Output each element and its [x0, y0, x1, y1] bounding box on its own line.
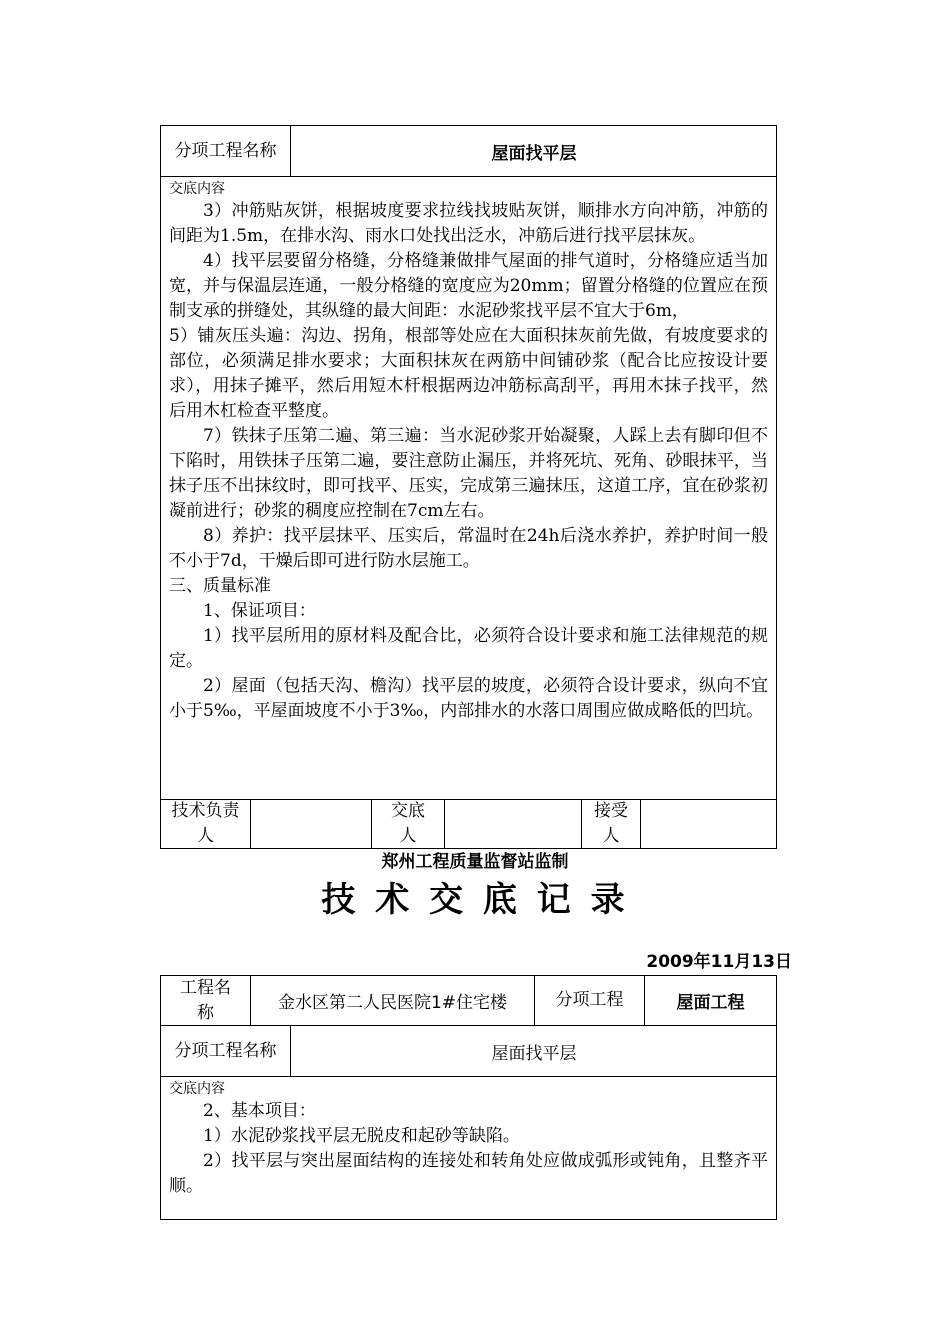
- content-paragraph: 2、基本项目：: [203, 1101, 316, 1121]
- content-paragraph: 2）屋面（包括天沟、檐沟）找平层的坡度，必须符合设计要求，纵向不宜小于5‰，平屋面坡度不小于3‰，内部排水的水落口周围应做成略低的凹坑。: [169, 676, 768, 721]
- document-title: 技 术 交 底 记 录: [321, 880, 629, 920]
- subproject-label: 分项工程: [535, 976, 645, 1025]
- subproject-value: 屋面工程: [676, 993, 745, 1013]
- discloser-value[interactable]: [445, 800, 582, 848]
- document-date: 2009年11月13日: [646, 952, 792, 972]
- content-paragraph: 5）铺灰压头遍：沟边、拐角，根部等处应在大面积抹灰前先做，有坡度要求的部位，必须满足排水要求；大面积抹灰在两筋中间铺砂浆（配合比应按设计要求），用抹子摊平，然后用短木杆根据两边冲筋标高刮平，再用木抹子找平，然后用木杠检查平整度。: [169, 326, 768, 421]
- content-paragraph: 4）找平层要留分格缝，分格缝兼做排气屋面的排气道时，分格缝应适当加宽，并与保温层连通，一般分格缝的宽度应为20mm；留置分格缝的位置应在预制支承的拼缝处，其纵缝的最大间距：水泥砂浆找平层不宜大于6m，: [169, 251, 768, 321]
- tech-lead-value[interactable]: [251, 800, 372, 848]
- content-paragraph: 2）找平层与突出屋面结构的连接处和转角处应做成弧形或钝角，且整齐平顺。: [169, 1151, 768, 1196]
- content-paragraph: 7）铁抹子压第二遍、第三遍：当水泥砂浆开始凝聚，人踩上去有脚印但不下陷时，用铁抹子压第二遍，要注意防止漏压，并将死坑、死角、砂眼抹平，当抹子压不出抹纹时，即可找平、压实，完成第三遍抹压，这道工序，宜在砂浆初凝前进行；砂浆的稠度应控制在7cm左右。: [169, 426, 768, 521]
- project-name-label: 工程名称: [161, 976, 251, 1025]
- project-name-value: 金水区第二人民医院1#住宅楼: [251, 976, 535, 1025]
- content-paragraphs: [169, 199, 768, 724]
- disclosure-content-2: [161, 1077, 776, 1219]
- content-paragraph: 1）水泥砂浆找平层无脱皮和起砂等缺陷。: [203, 1126, 520, 1146]
- content-paragraph: 8）养护：找平层抹平、压实后，常温时在24h后浇水养护，养护时间一般不小于7d，干燥后即可进行防水层施工。: [169, 526, 768, 571]
- content-paragraph: 1）找平层所用的原材料及配合比，必须符合设计要求和施工法律规范的规定。: [169, 626, 768, 671]
- content-label: 交底内容: [169, 181, 225, 197]
- subitem-name-value: 屋面找平层: [491, 143, 577, 164]
- content-paragraph: 1、保证项目：: [203, 601, 316, 621]
- section2-table: [160, 975, 777, 1220]
- organization-line: 郑州工程质量监督站监制: [381, 852, 569, 872]
- content-paragraph: 3）冲筋贴灰饼，根据坡度要求拉线找坡贴灰饼，顺排水方向冲筋，冲筋的间距为1.5m，在排水沟、雨水口处找出泛水，冲筋后进行找平层抹灰。: [169, 201, 768, 246]
- disclosure-content: [161, 177, 776, 798]
- subitem-name-label-2: 分项工程名称: [161, 1026, 291, 1076]
- section1-table: [160, 125, 777, 849]
- content-label-2: 交底内容: [169, 1081, 225, 1097]
- discloser-label: 交底人: [372, 800, 445, 848]
- receiver-value[interactable]: [641, 800, 776, 848]
- signature-row: [161, 800, 776, 848]
- content-paragraphs-2: [169, 1099, 768, 1199]
- subitem-name-label: 分项工程名称: [161, 126, 291, 176]
- tech-lead-label: 技术负责人: [161, 800, 251, 848]
- receiver-label: 接受人: [582, 800, 641, 848]
- subitem-name-value-2: 屋面找平层: [491, 1043, 577, 1064]
- content-paragraph: 三、质量标准: [169, 576, 271, 596]
